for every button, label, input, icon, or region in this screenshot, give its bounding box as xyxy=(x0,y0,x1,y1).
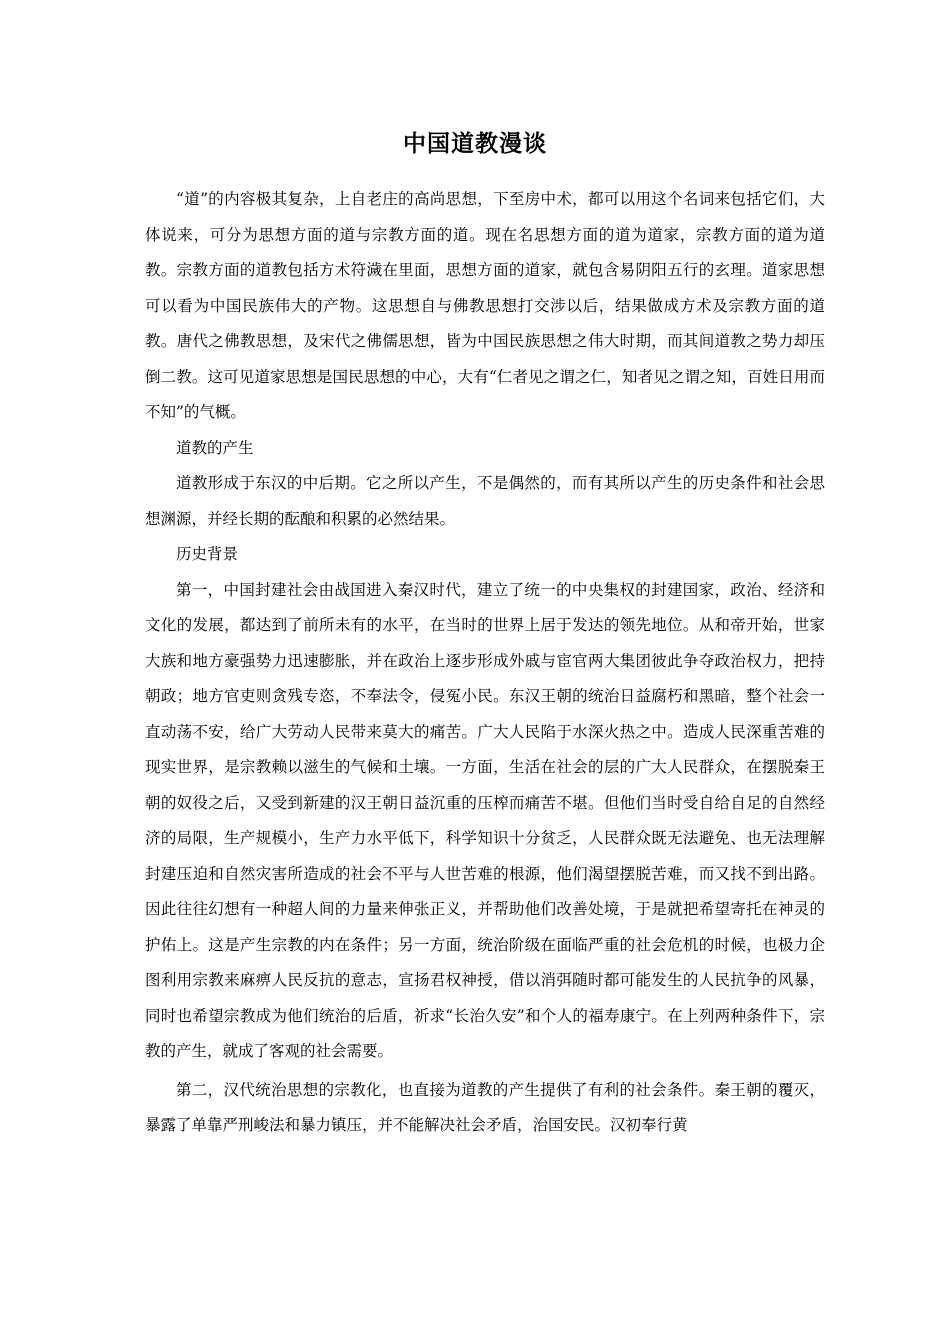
paragraph-second: 第二，汉代统治思想的宗教化，也直接为道教的产生提供了有利的社会条件。秦王朝的覆灭，暴露了单靠严刑峻法和暴力镇压，并不能解决社会矛盾，治国安民。汉初奉行黄 xyxy=(145,1080,825,1134)
document-body xyxy=(145,182,825,1144)
paragraph-intro: “道”的内容极其复杂，上自老庄的高尚思想，下至房中术，都可以用这个名词来包括它们，大体说来，可分为思想方面的道与宗教方面的道。现在名思想方面的道为道家，宗教方面的道为道教。宗教方面的道教包括方术符濊在里面，思想方面的道家，就包含易阴阳五行的玄理。道家思想可以看为中国民族伟大的产物。这思想自与佛教思想打交涉以后，结果做成方术及宗教方面的道教。唐代之佛教思想，及宋代之佛儒思想，皆为中国民族思想之伟大时期，而其间道教之势力却压倒二教。这可见道家思想是国民思想的中心，大有“仁者见之谓之仁，知者见之谓之知，百姓日用而不知”的气概。 xyxy=(145,190,825,421)
document-title: 中国道教漫谈 xyxy=(403,131,547,157)
section-heading-origin: 道教的产生 xyxy=(176,438,254,457)
section-heading-background: 历史背景 xyxy=(176,545,239,563)
paragraph-origin: 道教形成于东汉的中后期。它之所以产生，不是偶然的，而有其所以产生的历史条件和社会思想渊源，并经长期的酝酿和积累的必然结果。 xyxy=(145,474,825,528)
paragraph-first: 第一，中国封建社会由战国进入秦汉时代，建立了统一的中央集权的封建国家，政治、经济和文化的发展，都达到了前所未有的水平，在当时的世界上居于发达的领先地位。从和帝开始，世家大族和地方豪强势力迅速膨胀，并在政治上逐步形成外戚与宦官两大集团彼此争夺政治权力，把持朝政；地方官吏则贪残专恣，不奉法令，侵冤小民。东汉王朝的统治日益腐朽和黑暗，整个社会一直动荡不安，给广大劳动人民带来莫大的痛苦。广大人民陷于水深火热之中。造成人民深重苦难的现实世界，是宗教赖以滋生的气候和土壤。一方面，生活在社会的层的广大人民群众，在摆脱秦王朝的奴役之后，又受到新建的汉王朝日益沉重的压榨而痛苦不堪。但他们当时受自给自足的自然经济的局限，生产规模小，生产力水平低下，科学知识十分贫乏，人民群众既无法避免、也无法理解封建压迫和自然灾害所造成的社会不平与人世苦难的根源，他们渴望摆脱苦难，而又找不到出路。因此往往幻想有一种超人间的力量来伸张正义，并帮助他们改善处境，于是就把希望寄托在神灵的护佑上。这是产生宗教的内在条件；另一方面，统治阶级在面临严重的社会危机的时候，也极力企图利用宗教来麻痹人民反抗的意志，宣扬君权神授，借以消弭随时都可能发生的人民抗争的风暴，同时也希望宗教成为他们统治的后盾，祈求“长治久安”和个人的福寿康宁。在上列两种条件下，宗教的产生，就成了客观的社会需要。 xyxy=(145,580,825,1060)
